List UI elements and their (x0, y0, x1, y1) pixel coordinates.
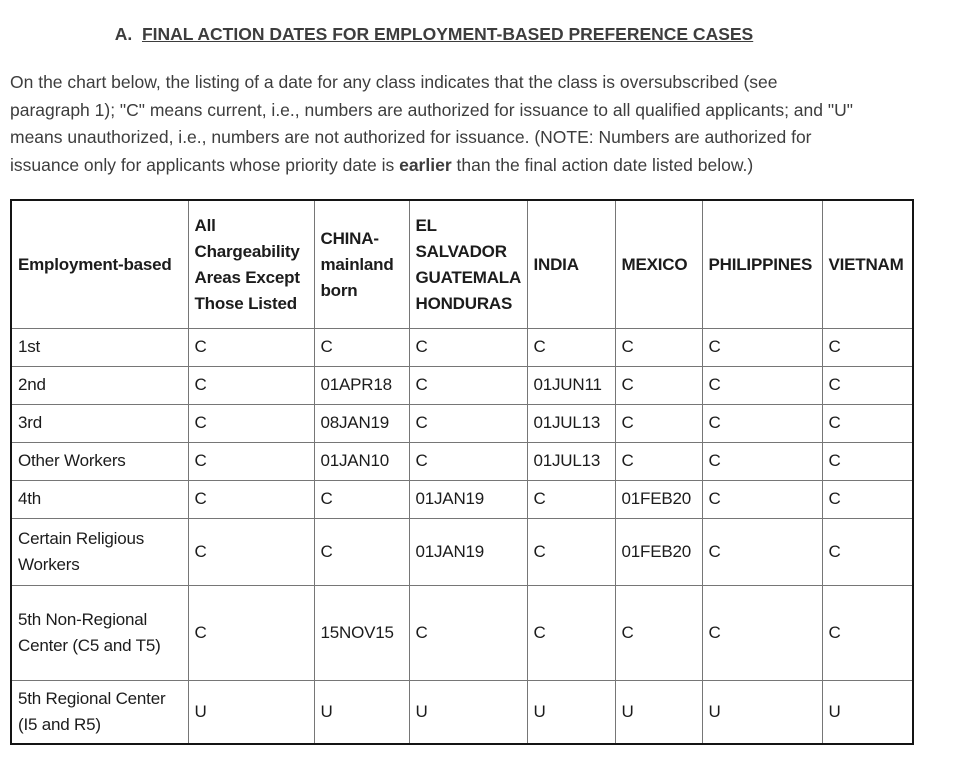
date-cell: 01FEB20 (615, 518, 702, 585)
row-label: Certain Religious Workers (11, 518, 188, 585)
final-action-dates-table (10, 199, 914, 745)
date-cell: C (188, 585, 314, 680)
date-cell: C (409, 328, 527, 366)
date-cell: C (615, 328, 702, 366)
header-row (11, 200, 913, 328)
date-cell: 01JAN10 (314, 442, 409, 480)
table-row (11, 328, 913, 366)
date-cell: C (822, 480, 913, 518)
date-cell: C (822, 404, 913, 442)
date-cell: C (188, 480, 314, 518)
column-header: MEXICO (615, 200, 702, 328)
column-header: INDIA (527, 200, 615, 328)
date-cell: 01APR18 (314, 366, 409, 404)
column-header: PHILIPPINES (702, 200, 822, 328)
date-cell: C (409, 366, 527, 404)
date-cell: C (314, 480, 409, 518)
intro-paragraph (10, 69, 858, 179)
section-letter: A. (114, 24, 133, 44)
row-label: 2nd (11, 366, 188, 404)
date-cell: C (188, 404, 314, 442)
column-header: Employment-based (11, 200, 188, 328)
date-cell: C (822, 366, 913, 404)
date-cell: 01JUL13 (527, 442, 615, 480)
column-header: VIETNAM (822, 200, 913, 328)
date-cell: C (822, 518, 913, 585)
date-cell: C (409, 442, 527, 480)
date-cell: U (409, 680, 527, 744)
date-cell: C (188, 328, 314, 366)
date-cell: C (527, 328, 615, 366)
table-header (11, 200, 913, 328)
section-title (10, 24, 858, 45)
column-header: All Chargeability Areas Except Those Listed (188, 200, 314, 328)
date-cell: U (527, 680, 615, 744)
date-cell: C (314, 518, 409, 585)
row-label: 5th Regional Center (I5 and R5) (11, 680, 188, 744)
date-cell: U (822, 680, 913, 744)
date-cell: 01JUN11 (527, 366, 615, 404)
date-cell: U (188, 680, 314, 744)
table-row (11, 480, 913, 518)
column-header: EL SALVADOR GUATEMALA HONDURAS (409, 200, 527, 328)
date-cell: 15NOV15 (314, 585, 409, 680)
date-cell: C (188, 442, 314, 480)
date-cell: C (822, 328, 913, 366)
date-cell: C (702, 518, 822, 585)
date-cell: C (527, 518, 615, 585)
row-label: 5th Non-Regional Center (C5 and T5) (11, 585, 188, 680)
date-cell: C (615, 366, 702, 404)
date-cell: C (822, 442, 913, 480)
date-cell: 01JUL13 (527, 404, 615, 442)
row-label: 4th (11, 480, 188, 518)
date-cell: C (702, 328, 822, 366)
date-cell: 01JAN19 (409, 518, 527, 585)
date-cell: C (702, 585, 822, 680)
table-row (11, 585, 913, 680)
date-cell: U (314, 680, 409, 744)
section-title-text: FINAL ACTION DATES FOR EMPLOYMENT-BASED PREFERENCE CASES (141, 24, 754, 44)
date-cell: C (615, 442, 702, 480)
table-row (11, 404, 913, 442)
table-row (11, 366, 913, 404)
date-cell: C (527, 480, 615, 518)
date-cell: 08JAN19 (314, 404, 409, 442)
row-label: 1st (11, 328, 188, 366)
table-row (11, 442, 913, 480)
date-cell: 01JAN19 (409, 480, 527, 518)
column-header: CHINA-mainland born (314, 200, 409, 328)
date-cell: 01FEB20 (615, 480, 702, 518)
intro-bold-word: earlier (399, 154, 452, 175)
table-row (11, 518, 913, 585)
date-cell: C (314, 328, 409, 366)
date-cell: U (702, 680, 822, 744)
date-cell: C (822, 585, 913, 680)
date-cell: C (409, 404, 527, 442)
date-cell: C (702, 442, 822, 480)
date-cell: C (527, 585, 615, 680)
table-body (11, 328, 913, 744)
date-cell: C (702, 404, 822, 442)
row-label: 3rd (11, 404, 188, 442)
row-label: Other Workers (11, 442, 188, 480)
intro-text-start: On the chart below, the listing of a date for any class indicates that the class is oversubscribed (see paragraph 1); "C" means current, i.e., numbers are authorized for issuance to all qualified applicants; and "U" means unauthorized, i.e., numbers are not authorized for issuance. (NOTE: Numbers are authorized for issuance only for applicants whose priority date is (10, 72, 853, 175)
date-cell: C (188, 518, 314, 585)
date-cell: U (615, 680, 702, 744)
date-cell: C (615, 585, 702, 680)
date-cell: C (702, 480, 822, 518)
date-cell: C (409, 585, 527, 680)
date-cell: C (188, 366, 314, 404)
table-row (11, 680, 913, 744)
date-cell: C (615, 404, 702, 442)
date-cell: C (702, 366, 822, 404)
intro-text-end: than the final action date listed below.) (451, 154, 754, 175)
